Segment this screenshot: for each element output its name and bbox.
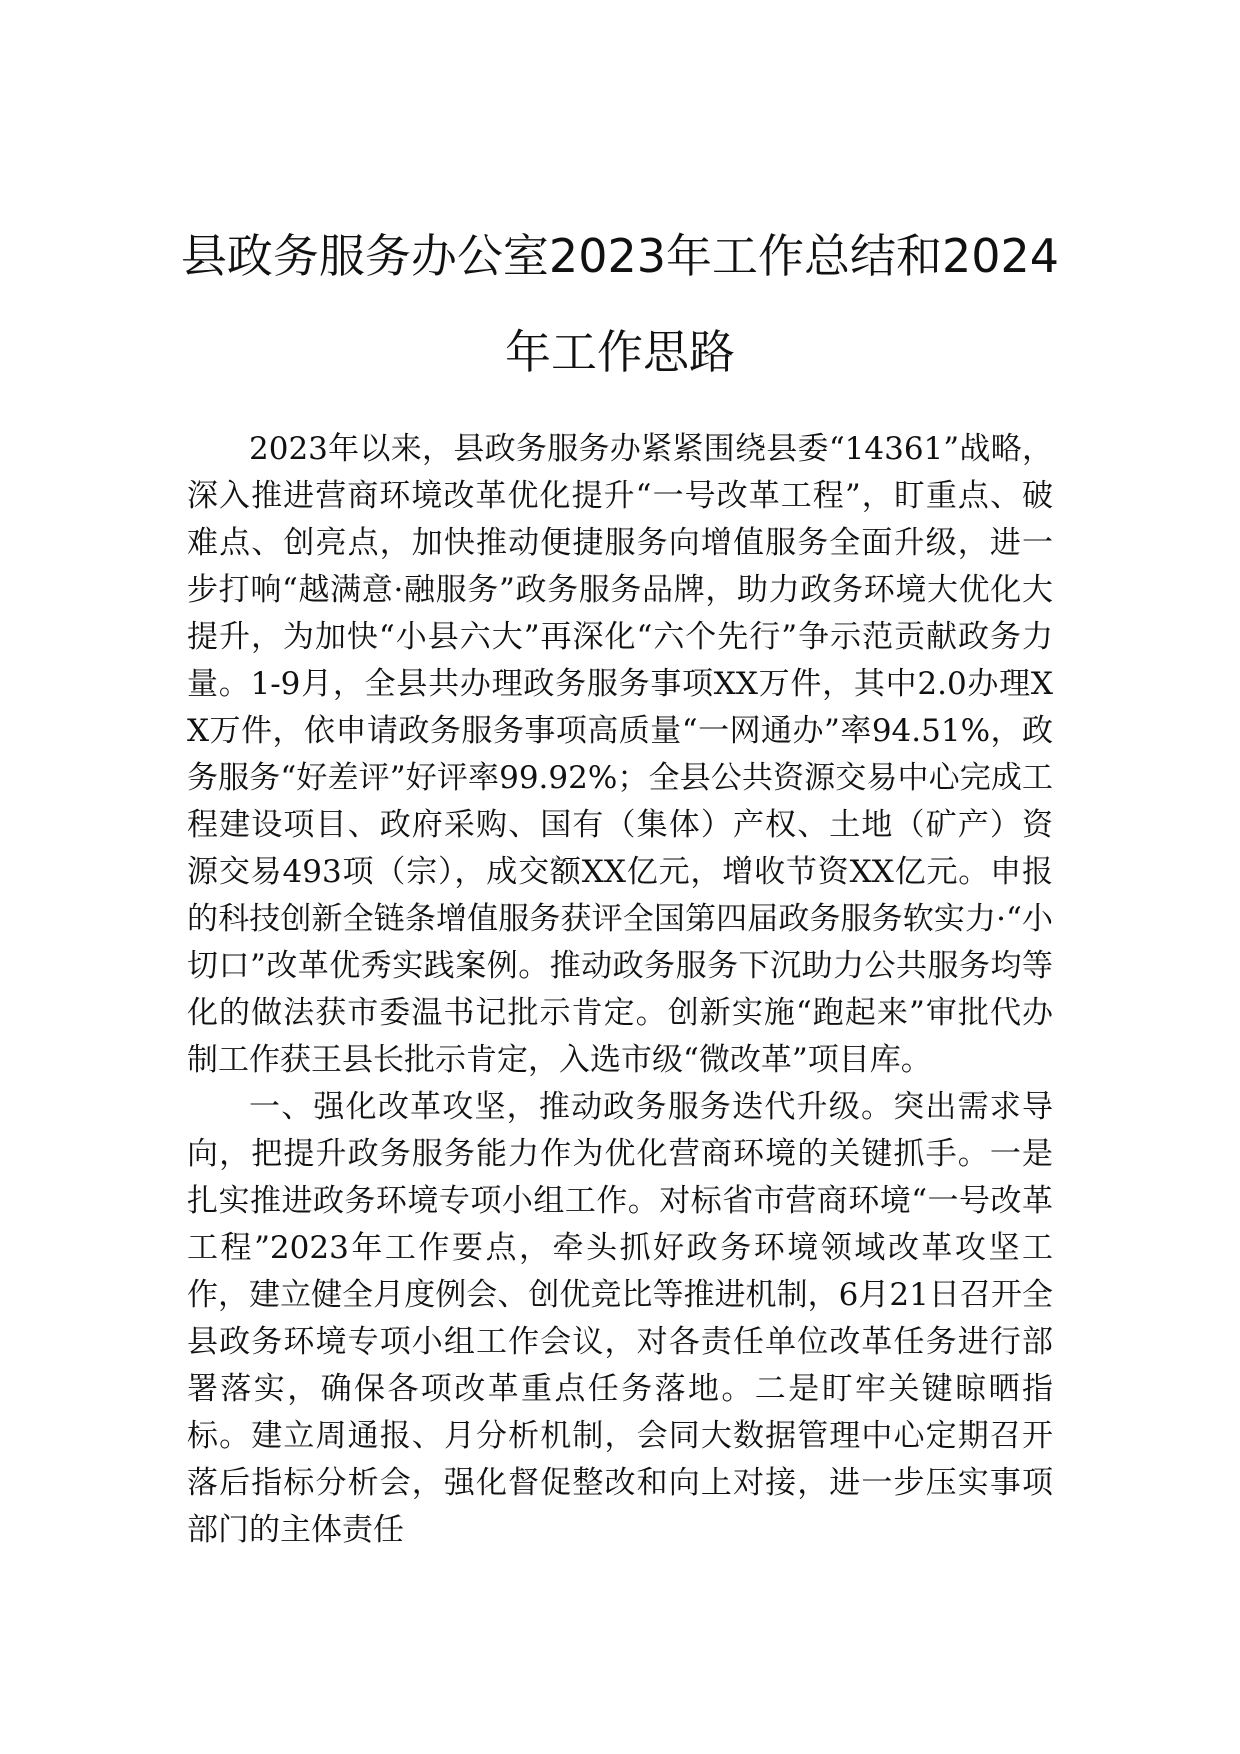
title-line-2: 年工作思路 xyxy=(505,325,735,379)
intro-paragraph: 2023年以来，县政务服务办紧紧围绕县委“14361”战略，深入推进营商环境改革优化提升“一号改革工程”，盯重点、破难点、创亮点，加快推动便捷服务向增值服务全面升级，进一步打响“越满意·融服务”政务服务品牌，助力政务环境大优化大提升，为加快“小县六大”再深化“六个先行”争示范贡献政务力量。1-9月，全县共办理政务服务事项XX万件，其中2.0办理XX万件，依申请政务服务事项高质量“一网通办”率94.51%，政务服务“好差评”好评率99.92%；全县公共资源交易中心完成工程建设项目、政府采购、国有（集体）产权、土地（矿产）资源交易493项（宗），成交额XX亿元，增收节资XX亿元。申报的科技创新全链条增值服务获评全国第四届政务服务软实力·“小切口”改革优秀实践案例。推动政务服务下沉助力公共服务均等化的做法获市委温书记批示肯定。创新实施“跑起来”审批代办制工作获王县长批示肯定，入选市级“微改革”项目库。 xyxy=(187,431,1053,1078)
document-title xyxy=(160,208,1080,400)
document-body xyxy=(187,426,1053,1554)
title-line-1: 县政务服务办公室2023年工作总结和2024 xyxy=(180,229,1060,283)
section-one-paragraph: 一、强化改革攻坚，推动政务服务迭代升级。突出需求导向，把提升政务服务能力作为优化营商环境的关键抓手。一是扎实推进政务环境专项小组工作。对标省市营商环境“一号改革工程”2023年工作要点，牵头抓好政务环境领域改革攻坚工作，建立健全月度例会、创优竞比等推进机制，6月21日召开全县政务环境专项小组工作会议，对各责任单位改革任务进行部署落实，确保各项改革重点任务落地。二是盯牢关键晾晒指标。建立周通报、月分析机制，会同大数据管理中心定期召开落后指标分析会，强化督促整改和向上对接，进一步压实事项部门的主体责任 xyxy=(187,1089,1053,1548)
